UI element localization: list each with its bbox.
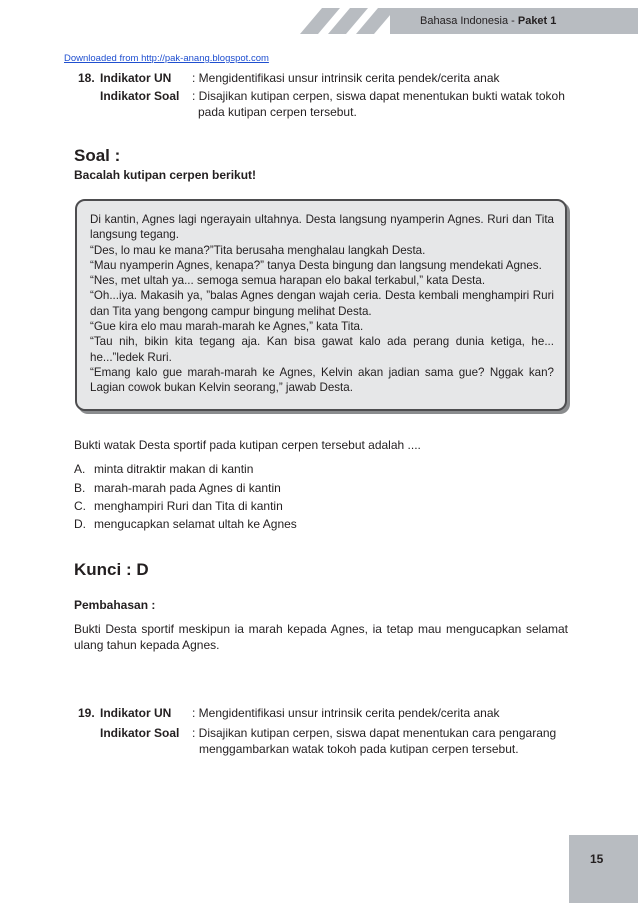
- option-a: A. minta ditraktir makan di kantin: [74, 462, 254, 476]
- header-title: Bahasa Indonesia - Paket 1: [390, 8, 638, 34]
- pembahasan-text: Bukti Desta sportif meskipun ia marah kepada Agnes, ia tetap mau mengucapkan selamat ulang tahun kepada Agnes.: [74, 622, 568, 652]
- option-c: C. menghampiri Ruri dan Tita di kantin: [74, 499, 283, 513]
- passage-line: “Des, lo mau ke mana?”Tita berusaha menghalau langkah Desta.: [90, 243, 426, 257]
- passage-line: Di kantin, Agnes lagi ngerayain ultahnya. Desta langsung nyamperin Agnes. Ruri dan Tita langsung tegang.: [90, 213, 554, 242]
- item19-un-label: Indikator UN: [100, 706, 172, 720]
- answer-key: Kunci : D: [74, 560, 149, 579]
- page-number-box: [569, 835, 638, 903]
- item19-number: 19.: [78, 706, 95, 720]
- passage-box: [75, 199, 567, 411]
- page-number: 15: [590, 852, 604, 866]
- item18-soal-text-2: pada kutipan cerpen tersebut.: [198, 105, 357, 119]
- passage-line: “Oh...iya. Makasih ya, ”balas Agnes dengan wajah ceria. Desta kembali menghampiri Ruri dan Tita yang bengong campur bingung melihat Desta.: [90, 289, 554, 318]
- item18-soal-text-1: : Disajikan kutipan cerpen, siswa dapat menentukan bukti watak tokoh: [192, 89, 565, 103]
- passage-line: “Tau nih, bikin kita tegang aja. Kan bisa gawat kalo ada perang dunia ketiga, he... he...”ledek Ruri.: [90, 335, 554, 364]
- download-link[interactable]: Downloaded from http://pak-anang.blogspot.com: [64, 53, 269, 64]
- question-text: Bukti watak Desta sportif pada kutipan cerpen tersebut adalah ....: [74, 438, 421, 452]
- item19-soal-text-2: menggambarkan watak tokoh pada kutipan cerpen tersebut.: [199, 742, 519, 756]
- passage-line: “Nes, met ultah ya... semoga semua harapan elo bakal terkabul,” kata Desta.: [90, 274, 486, 288]
- option-d: D. mengucapkan selamat ultah ke Agnes: [74, 517, 297, 531]
- soal-title: Soal :: [74, 146, 121, 165]
- item18-number: 18.: [78, 71, 95, 85]
- item18-un-text: : Mengidentifikasi unsur intrinsik cerita pendek/cerita anak: [192, 71, 500, 85]
- passage-line: “Mau nyamperin Agnes, kenapa?” tanya Desta bingung dan langsung mendekati Agnes.: [90, 258, 542, 272]
- item19-un-text: : Mengidentifikasi unsur intrinsik cerita pendek/cerita anak: [192, 706, 500, 720]
- passage-line: “Gue kira elo mau marah-marah ke Agnes,” kata Tita.: [90, 320, 364, 334]
- item18-soal-label: Indikator Soal: [100, 89, 180, 103]
- soal-instruction: Bacalah kutipan cerpen berikut!: [74, 168, 257, 182]
- item19-soal-text-1: : Disajikan kutipan cerpen, siswa dapat menentukan cara pengarang: [192, 726, 557, 740]
- option-b: B. marah-marah pada Agnes di kantin: [74, 481, 281, 495]
- item19-soal-label: Indikator Soal: [100, 726, 180, 740]
- passage-line: “Emang kalo gue marah-marah ke Agnes, Kelvin akan jadian sama gue? Nggak kan? Lagian cowok bukan Kelvin seorang,” jawab Desta.: [90, 365, 554, 395]
- item18-un-label: Indikator UN: [100, 71, 172, 85]
- pembahasan-label: Pembahasan :: [74, 598, 156, 612]
